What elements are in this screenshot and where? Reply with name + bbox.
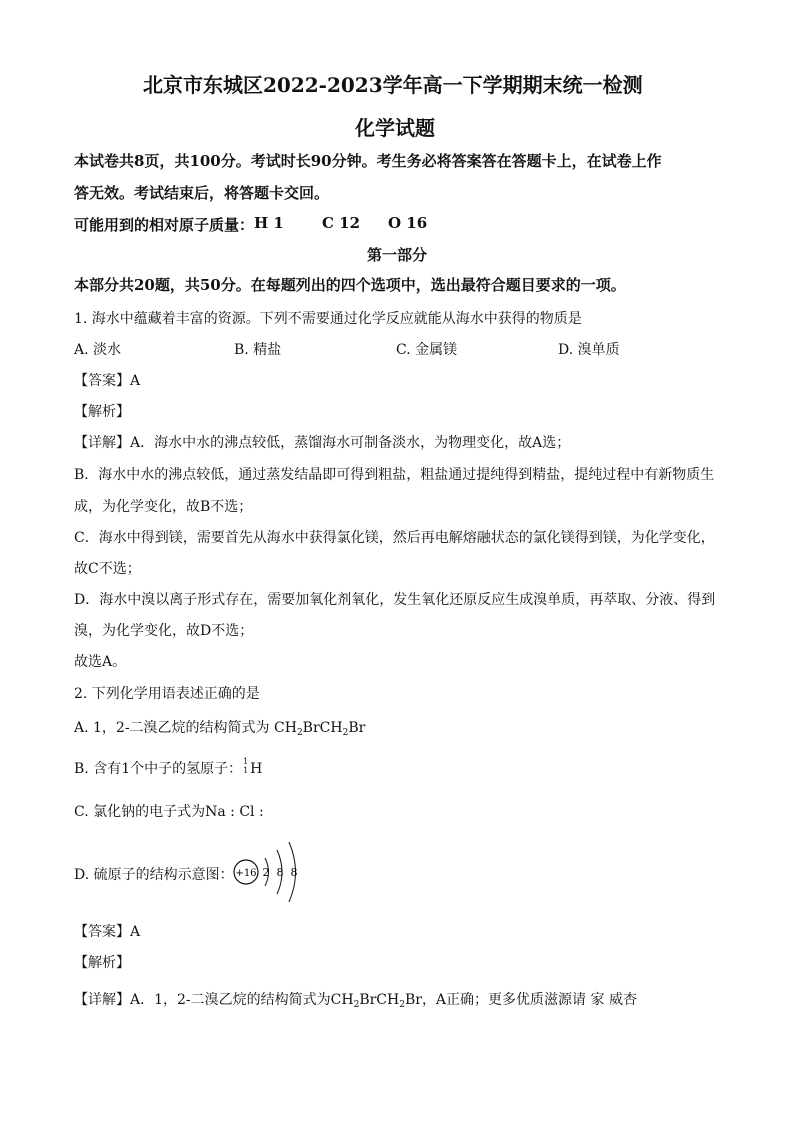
intro-line-1: 本试卷共8页，共100分。考试时长90分钟。考生务必将答案答在答题卡上，在试卷上作 — [74, 152, 662, 170]
q1-detail-a — [74, 432, 570, 452]
q2-option-a-formula: $CH_2BrCH_2Br$ — [274, 720, 366, 738]
document-title: 北京市东城区2022-2023学年高一下学期期末统一检测 — [143, 73, 643, 97]
q1-detail-d-line-1: D．海水中溴以离子形式存在，需要加氧化剂氧化，发生氧化还原反应生成溴单质，再萃取、分液、得到 — [74, 592, 716, 608]
shell-1-electrons: 2 — [262, 866, 270, 879]
q1-option-d: D. 溴单质 — [558, 342, 620, 358]
q1-answer-value: A — [130, 373, 141, 389]
shell-3-electrons: 8 — [290, 866, 298, 879]
atomic-mass-label: 可能用到的相对原子质量： — [74, 216, 255, 234]
q2-detail-a-formula: $CH_2BrCH_2Br$ — [330, 992, 422, 1010]
q1-detail-b-line-1: B．海水中水的沸点较低，通过蒸发结晶即可得到粗盐，粗盐通过提纯得到精盐，提纯过程中有新物质生 — [74, 467, 715, 483]
q2-detail-a-suffix: ，A正确；更多优质滋源请 家 威杏 — [421, 992, 637, 1008]
q1-analysis-tag: 【解析】 — [74, 404, 130, 420]
q2-answer-tag: 【答案】 — [74, 924, 130, 940]
q2-answer — [74, 921, 140, 941]
q2-stem: 2. 下列化学用语表述正确的是 — [74, 686, 260, 702]
q1-detail-c-line-1: C．海水中得到镁，需要首先从海水中获得氯化镁，然后再电解熔融状态的氯化镁得到镁，为化学变化， — [74, 530, 715, 546]
q1-detail-tag: 【详解】 — [74, 435, 130, 451]
q1-answer — [74, 370, 140, 390]
q1-detail-d-line-2: 溴，为化学变化，故D不选； — [74, 623, 254, 639]
q2-option-a-text: A. 1，2-二溴乙烷的结构简式为 — [74, 720, 270, 736]
shell-2-electrons: 8 — [276, 866, 284, 879]
nucleus-charge: +16 — [235, 868, 257, 879]
atomic-mass-h: H 1 — [254, 214, 284, 232]
q2-detail-a-prefix: A．1，2-二溴乙烷的结构简式为 — [130, 992, 331, 1008]
q2-detail-a — [74, 989, 637, 1010]
q2-analysis-tag: 【解析】 — [74, 955, 130, 971]
q1-detail-b-line-2: 成，为化学变化，故B不选； — [74, 499, 253, 515]
section-instruction: 本部分共20题，共50分。在每题列出的四个选项中，选出最符合题目要求的一项。 — [74, 276, 626, 294]
q2-option-b — [74, 758, 262, 778]
q2-option-c-text: C. 氯化钠的电子式为 — [74, 804, 206, 820]
q1-option-c: C. 金属镁 — [396, 342, 458, 358]
atomic-mass-o: O 16 — [388, 214, 428, 232]
section-name: 第一部分 — [367, 246, 428, 264]
q2-option-b-text: B. 含有1个中子的氢原子： — [74, 761, 243, 777]
q2-detail-tag: 【详解】 — [74, 992, 130, 1008]
q1-detail-a-text: A．海水中水的沸点较低，蒸馏海水可制备淡水，为物理变化，故A选； — [130, 435, 571, 451]
q2-option-d-text: D. 硫原子的结构示意图： — [74, 867, 234, 883]
document-subtitle: 化学试题 — [355, 116, 435, 140]
q1-stem: 1. 海水中蕴藏着丰富的资源。下列不需要通过化学反应就能从海水中获得的物质是 — [74, 311, 582, 327]
q2-option-c-formula: Na : Cl : — [205, 804, 264, 820]
q2-answer-value: A — [130, 924, 141, 940]
q1-conclusion: 故选A。 — [74, 654, 127, 670]
intro-line-2: 答无效。考试结束后，将答题卡交回。 — [74, 184, 330, 202]
atomic-mass-c: C 12 — [322, 214, 361, 232]
q2-option-a — [74, 717, 365, 738]
q2-option-b-symbol: H — [250, 761, 263, 777]
q1-detail-c-line-2: 故C不选； — [74, 561, 141, 577]
q1-option-a: A. 淡水 — [74, 342, 122, 358]
q2-option-b-isotope-numbers: 1 1 — [243, 757, 249, 775]
q1-answer-tag: 【答案】 — [74, 373, 130, 389]
q2-option-c — [74, 801, 264, 821]
sulfur-atom-diagram — [232, 836, 304, 908]
q1-option-b: B. 精盐 — [234, 342, 282, 358]
